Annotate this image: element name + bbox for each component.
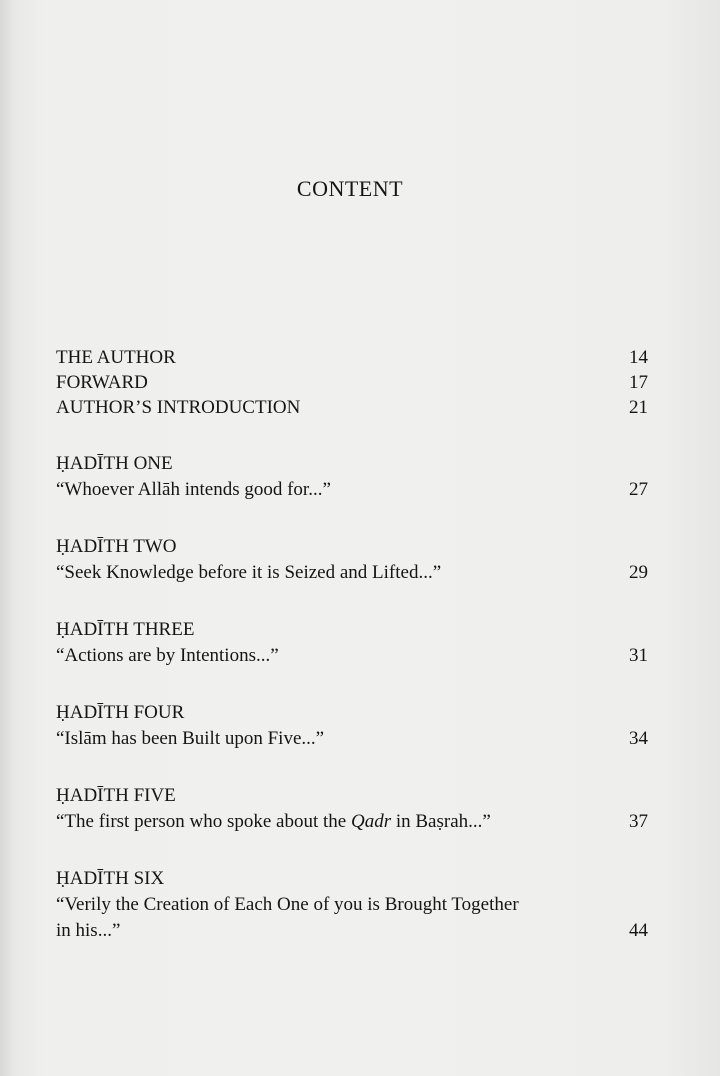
toc-section-hadith-three [56, 617, 648, 669]
page-gutter-shadow [0, 0, 14, 1076]
toc-entry-label: THE AUTHOR [56, 347, 176, 368]
toc-entry [56, 477, 648, 503]
toc-section-hadith-five [56, 783, 648, 835]
toc-entry-label-start: “The first person who spoke about the [56, 811, 351, 832]
toc-entry-label: FORWARD [56, 372, 148, 393]
section-heading: ḤADĪTH THREE [56, 619, 195, 640]
toc-page-number: 31 [629, 645, 648, 666]
toc-entry [56, 643, 648, 669]
toc-page-number: 21 [629, 397, 648, 418]
qadr-italic-term: Qadr [350, 811, 392, 832]
toc-entry [56, 809, 648, 835]
toc-entry-label [56, 809, 648, 835]
section-heading: ḤADĪTH TWO [56, 536, 177, 557]
toc-entry-the-author [56, 345, 648, 370]
toc-section-hadith-four [56, 700, 648, 752]
toc-section-hadith-two [56, 534, 648, 586]
toc-page-number: 34 [629, 728, 648, 749]
toc-entry-label-end: in Baṣrah...” [391, 811, 491, 832]
toc-page-number: 14 [629, 347, 648, 368]
toc-entry [56, 892, 648, 944]
toc-entry-label: “Verily the Creation of Each One of you is Brought Together in his...” [56, 894, 519, 941]
table-of-contents [56, 345, 648, 944]
toc-entry-label: “Seek Knowledge before it is Seized and Lifted...” [56, 562, 442, 583]
section-heading: ḤADĪTH FIVE [56, 785, 176, 806]
toc-section-hadith-one [56, 451, 648, 503]
toc-entry-authors-introduction [56, 395, 648, 420]
section-heading: ḤADĪTH FOUR [56, 702, 185, 723]
toc-page-number: 44 [629, 920, 648, 941]
section-heading: ḤADĪTH SIX [56, 868, 165, 889]
toc-section-hadith-six [56, 866, 648, 944]
toc-entry-label: AUTHOR’S INTRODUCTION [56, 397, 301, 418]
section-heading: ḤADĪTH ONE [56, 453, 173, 474]
toc-page-number: 37 [629, 811, 648, 832]
toc-entry-label: “Islām has been Built upon Five...” [56, 728, 325, 749]
toc-page-number: 17 [629, 372, 648, 393]
toc-entry [56, 726, 648, 752]
toc-page-number: 29 [629, 562, 648, 583]
toc-entry-label: “Actions are by Intentions...” [56, 645, 279, 666]
toc-entry-label: “Whoever Allāh intends good for...” [56, 479, 331, 500]
toc-entry [56, 560, 648, 586]
toc-entry-forward [56, 370, 648, 395]
toc-page-number: 27 [629, 479, 648, 500]
page-title: CONTENT [296, 176, 404, 201]
